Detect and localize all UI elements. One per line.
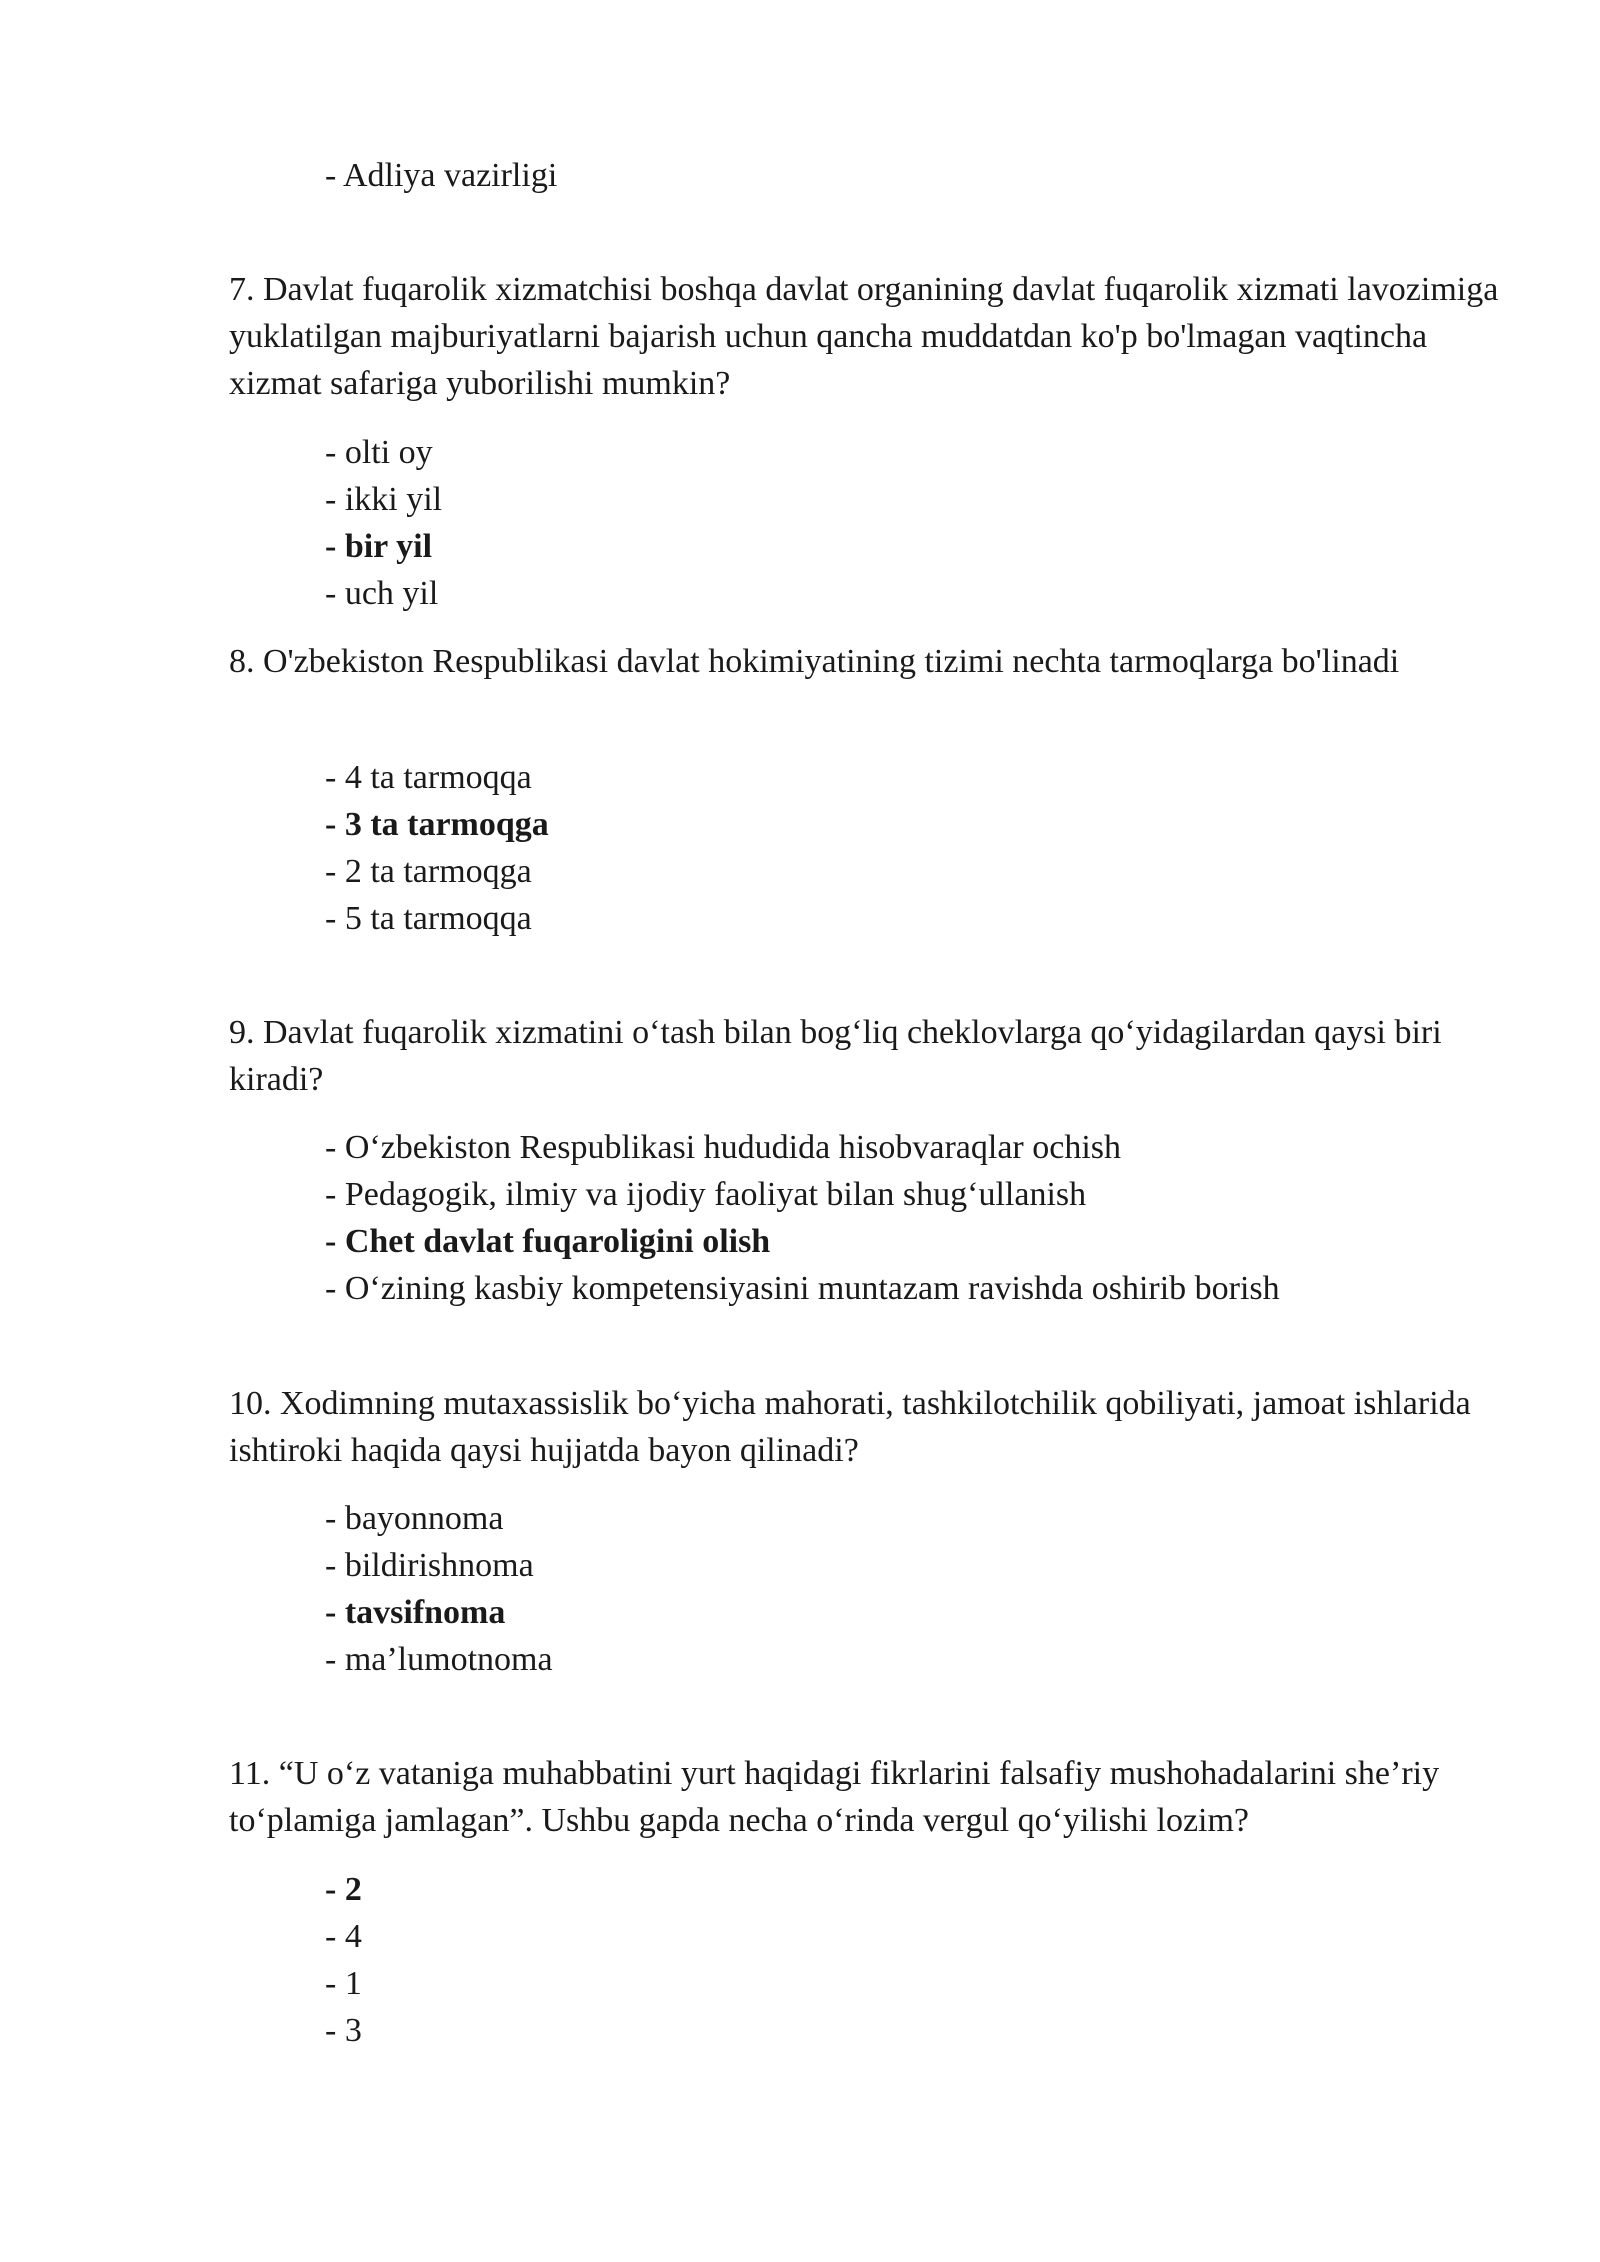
question-7-options xyxy=(325,429,1505,617)
question-10-options xyxy=(325,1495,1505,1683)
question-8-text: 8. O'zbekiston Respublikasi davlat hokimiyatining tizimi nechta tarmoqlarga bo'linadi xyxy=(229,643,1400,680)
question-9-option-b: - Pedagogik, ilmiy va ijodiy faoliyat bilan shug‘ullanish xyxy=(325,1176,1087,1213)
question-7-option-a: - olti oy xyxy=(325,434,433,471)
question-8-option-c: - 2 ta tarmoqga xyxy=(325,853,532,890)
question-10-option-a: - bayonnoma xyxy=(325,1500,504,1537)
question-8-options xyxy=(325,754,1505,942)
question-9-option-a: - O‘zbekiston Respublikasi hududida hisobvaraqlar ochish xyxy=(325,1129,1122,1166)
question-7-option-b: - ikki yil xyxy=(325,481,443,518)
question-11-text: 11. “U o‘z vataniga muhabbatini yurt haqidagi fikrlarini falsafiy mushohadalarini she’riy to‘plamiga jamlagan”. Ushbu gapda necha o‘rinda vergul qo‘yilishi lozim? xyxy=(229,1755,1440,1839)
question-7-text: 7. Davlat fuqarolik xizmatchisi boshqa davlat organining davlat fuqarolik xizmati lavozimiga yuklatilgan majburiyatlarni bajarish uchun qancha muddatdan ko'p bo'lmagan vaqtincha xizmat safariga yuborilishi mumkin? xyxy=(229,271,1499,402)
question-10-option-b: - bildirishnoma xyxy=(325,1547,534,1584)
question-11-option-d: - 3 xyxy=(325,2012,362,2049)
question-11-option-b: - 4 xyxy=(325,1918,362,1955)
question-7-option-c-correct: - bir yil xyxy=(325,528,433,565)
question-9-options xyxy=(325,1124,1505,1312)
question-11-option-c: - 1 xyxy=(325,1965,362,2002)
question-7-option-d: - uch yil xyxy=(325,575,439,612)
question-10-option-d: - ma’lumotnoma xyxy=(325,1641,553,1678)
previous-question-option: - Adliya vazirligi xyxy=(325,157,558,194)
question-9-option-c-correct: - Chet davlat fuqaroligini olish xyxy=(325,1223,771,1260)
question-11-option-a-correct: - 2 xyxy=(325,1871,362,1908)
question-9-option-d: - O‘zining kasbiy kompetensiyasini muntazam ravishda oshirib borish xyxy=(325,1270,1280,1307)
question-8-option-a: - 4 ta tarmoqqa xyxy=(325,759,532,796)
question-8-option-d: - 5 ta tarmoqqa xyxy=(325,900,532,937)
question-9-text: 9. Davlat fuqarolik xizmatini o‘tash bilan bog‘liq cheklovlarga qo‘yidagilardan qaysi biri kiradi? xyxy=(229,1014,1442,1098)
question-10-option-c-correct: - tavsifnoma xyxy=(325,1594,506,1631)
question-8-option-b-correct: - 3 ta tarmoqga xyxy=(325,806,549,843)
question-11-options xyxy=(325,1866,1505,2054)
question-10-text: 10. Xodimning mutaxassislik bo‘yicha mahorati, tashkilotchilik qobiliyati, jamoat ishlarida ishtiroki haqida qaysi hujjatda bayon qilinadi? xyxy=(229,1385,1471,1469)
